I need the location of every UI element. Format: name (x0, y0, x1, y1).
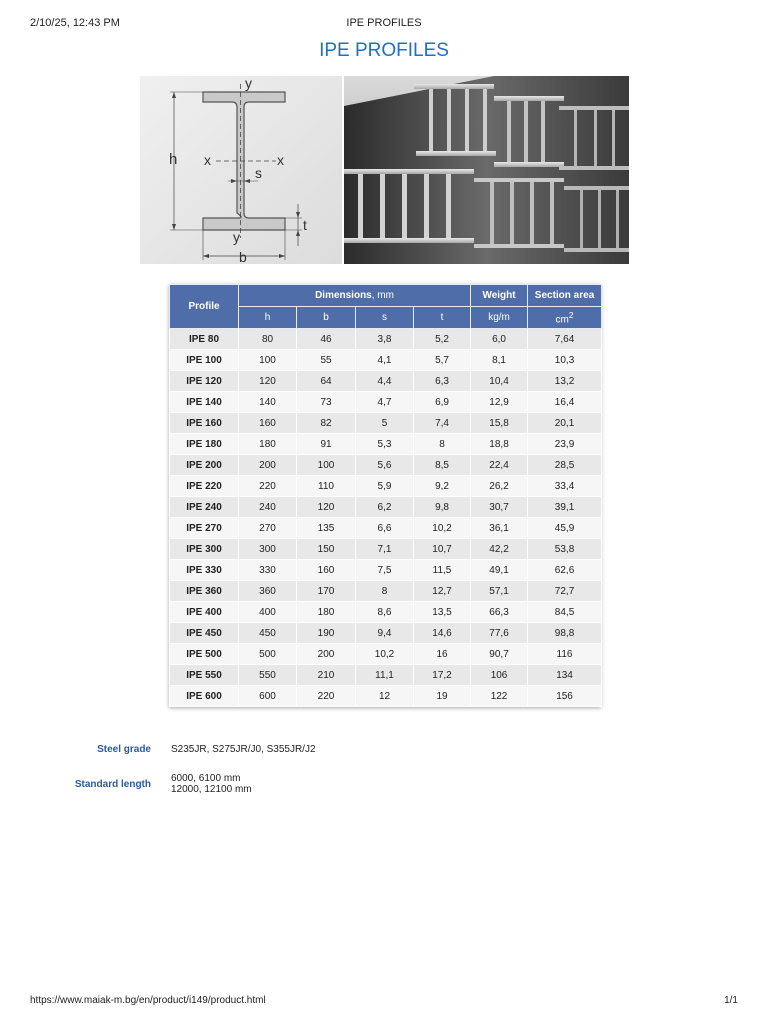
table-cell: 5,9 (356, 476, 414, 497)
table-cell: 135 (297, 518, 356, 539)
table-cell: 90,7 (471, 644, 528, 665)
table-cell: 220 (239, 476, 297, 497)
table-cell: 23,9 (528, 434, 602, 455)
col-header-dimensions (239, 285, 471, 307)
table-row (170, 413, 602, 434)
table-cell: 9,4 (356, 623, 414, 644)
table-cell: 98,8 (528, 623, 602, 644)
steel-beams-illustration (344, 76, 629, 264)
ipe-cross-section-svg (140, 76, 342, 264)
standard-length-label: Standard length (74, 779, 151, 790)
table-cell: 12 (356, 686, 414, 707)
table-cell: 450 (239, 623, 297, 644)
steel-grade-value: S235JR, S275JR/J0, S355JR/J2 (171, 744, 316, 755)
table-cell: 210 (297, 665, 356, 686)
label-y-bottom: y (233, 229, 240, 245)
table-cell: 7,4 (414, 413, 471, 434)
table-cell: 160 (297, 560, 356, 581)
table-cell: 16 (414, 644, 471, 665)
profile-name-cell: IPE 80 (170, 329, 239, 350)
table-cell: 300 (239, 539, 297, 560)
table-cell: 62,6 (528, 560, 602, 581)
profile-name-cell: IPE 600 (170, 686, 239, 707)
table-cell: 9,2 (414, 476, 471, 497)
table-cell: 4,1 (356, 350, 414, 371)
ipe-profile-table (169, 284, 601, 707)
table-row (170, 518, 602, 539)
col-header-s: s (356, 307, 414, 329)
print-datetime: 2/10/25, 12:43 PM (30, 17, 120, 29)
table-cell: 5,3 (356, 434, 414, 455)
table-cell: 270 (239, 518, 297, 539)
table-cell: 180 (239, 434, 297, 455)
table-cell: 150 (297, 539, 356, 560)
table-cell: 116 (528, 644, 602, 665)
col-header-t: t (414, 307, 471, 329)
table-cell: 64 (297, 371, 356, 392)
table-cell: 28,5 (528, 455, 602, 476)
table-cell: 120 (239, 371, 297, 392)
table-cell: 36,1 (471, 518, 528, 539)
standard-length-value (171, 773, 252, 795)
table-cell: 10,7 (414, 539, 471, 560)
profile-name-cell: IPE 550 (170, 665, 239, 686)
table-row (170, 686, 602, 707)
profile-name-cell: IPE 270 (170, 518, 239, 539)
table-cell: 10,2 (414, 518, 471, 539)
table-cell: 200 (239, 455, 297, 476)
table-row (170, 329, 602, 350)
table-cell: 7,1 (356, 539, 414, 560)
table-cell: 240 (239, 497, 297, 518)
area-unit-exp: 2 (568, 309, 574, 320)
table-cell: 4,4 (356, 371, 414, 392)
table-cell: 15,8 (471, 413, 528, 434)
profile-name-cell: IPE 140 (170, 392, 239, 413)
table-cell: 42,2 (471, 539, 528, 560)
table-cell: 11,1 (356, 665, 414, 686)
table-row (170, 644, 602, 665)
col-header-weight-unit: kg/m (471, 307, 528, 329)
table-cell: 8,5 (414, 455, 471, 476)
table-cell: 5,7 (414, 350, 471, 371)
dimensions-label: Dimensions (315, 290, 372, 301)
table-row (170, 539, 602, 560)
table-cell: 49,1 (471, 560, 528, 581)
table-cell: 5 (356, 413, 414, 434)
table-cell: 22,4 (471, 455, 528, 476)
table-cell: 600 (239, 686, 297, 707)
table-row (170, 560, 602, 581)
profile-name-cell: IPE 450 (170, 623, 239, 644)
table-cell: 45,9 (528, 518, 602, 539)
table-cell: 156 (528, 686, 602, 707)
profile-table (169, 284, 602, 707)
table-cell: 6,2 (356, 497, 414, 518)
steel-grade-label: Steel grade (97, 744, 151, 755)
col-header-area-unit (528, 307, 602, 329)
table-cell: 170 (297, 581, 356, 602)
table-cell: 72,7 (528, 581, 602, 602)
table-cell: 4,7 (356, 392, 414, 413)
table-cell: 12,7 (414, 581, 471, 602)
table-cell: 6,3 (414, 371, 471, 392)
table-cell: 73 (297, 392, 356, 413)
table-cell: 360 (239, 581, 297, 602)
standard-length-line-2: 12000, 12100 mm (171, 784, 252, 795)
profile-name-cell: IPE 300 (170, 539, 239, 560)
table-cell: 100 (239, 350, 297, 371)
table-cell: 30,7 (471, 497, 528, 518)
table-cell: 3,8 (356, 329, 414, 350)
table-cell: 500 (239, 644, 297, 665)
col-header-section-area: Section area (528, 285, 602, 307)
table-cell: 400 (239, 602, 297, 623)
table-cell: 5,6 (356, 455, 414, 476)
profile-name-cell: IPE 180 (170, 434, 239, 455)
table-cell: 134 (528, 665, 602, 686)
table-row (170, 371, 602, 392)
table-cell: 16,4 (528, 392, 602, 413)
table-cell: 100 (297, 455, 356, 476)
label-y-top: y (245, 76, 252, 91)
table-cell: 106 (471, 665, 528, 686)
label-t: t (303, 217, 307, 233)
table-cell: 122 (471, 686, 528, 707)
table-cell: 19 (414, 686, 471, 707)
table-cell: 550 (239, 665, 297, 686)
table-cell: 8 (414, 434, 471, 455)
page-title: IPE PROFILES (319, 40, 449, 61)
label-x-left: x (204, 152, 211, 168)
table-row (170, 350, 602, 371)
print-doc-title: IPE PROFILES (346, 17, 422, 29)
table-row (170, 476, 602, 497)
table-row (170, 455, 602, 476)
table-cell: 200 (297, 644, 356, 665)
table-cell: 8,6 (356, 602, 414, 623)
col-header-h: h (239, 307, 297, 329)
label-b: b (239, 249, 247, 264)
col-header-b: b (297, 307, 356, 329)
dimensions-unit: , mm (371, 290, 394, 301)
table-cell: 8,1 (471, 350, 528, 371)
table-cell: 46 (297, 329, 356, 350)
profile-name-cell: IPE 500 (170, 644, 239, 665)
print-page-number: 1/1 (724, 995, 738, 1006)
profile-name-cell: IPE 330 (170, 560, 239, 581)
table-cell: 26,2 (471, 476, 528, 497)
area-unit-base: cm (555, 314, 569, 326)
table-cell: 14,6 (414, 623, 471, 644)
profile-name-cell: IPE 360 (170, 581, 239, 602)
ipe-cross-section-diagram (140, 76, 342, 264)
table-cell: 82 (297, 413, 356, 434)
table-cell: 5,2 (414, 329, 471, 350)
profile-name-cell: IPE 200 (170, 455, 239, 476)
table-cell: 110 (297, 476, 356, 497)
table-cell: 7,64 (528, 329, 602, 350)
table-cell: 6,6 (356, 518, 414, 539)
table-cell: 140 (239, 392, 297, 413)
table-cell: 18,8 (471, 434, 528, 455)
table-cell: 57,1 (471, 581, 528, 602)
table-row (170, 602, 602, 623)
profile-name-cell: IPE 160 (170, 413, 239, 434)
steel-beams-photo (344, 76, 629, 264)
table-row (170, 434, 602, 455)
label-s: s (255, 165, 262, 181)
table-cell: 17,2 (414, 665, 471, 686)
table-cell: 160 (239, 413, 297, 434)
table-cell: 13,5 (414, 602, 471, 623)
table-cell: 120 (297, 497, 356, 518)
table-cell: 10,4 (471, 371, 528, 392)
table-cell: 80 (239, 329, 297, 350)
table-cell: 55 (297, 350, 356, 371)
table-cell: 20,1 (528, 413, 602, 434)
table-row (170, 497, 602, 518)
profile-name-cell: IPE 240 (170, 497, 239, 518)
table-cell: 330 (239, 560, 297, 581)
table-cell: 8 (356, 581, 414, 602)
col-header-weight: Weight (471, 285, 528, 307)
table-cell: 77,6 (471, 623, 528, 644)
table-cell: 180 (297, 602, 356, 623)
table-cell: 7,5 (356, 560, 414, 581)
table-row (170, 581, 602, 602)
table-cell: 10,3 (528, 350, 602, 371)
print-url: https://www.maiak-m.bg/en/product/i149/product.html (30, 995, 266, 1006)
table-cell: 91 (297, 434, 356, 455)
table-cell: 190 (297, 623, 356, 644)
table-cell: 11,5 (414, 560, 471, 581)
table-row (170, 623, 602, 644)
profile-name-cell: IPE 120 (170, 371, 239, 392)
table-row (170, 392, 602, 413)
table-cell: 6,0 (471, 329, 528, 350)
table-cell: 53,8 (528, 539, 602, 560)
label-h: h (169, 151, 178, 168)
table-cell: 12,9 (471, 392, 528, 413)
table-cell: 39,1 (528, 497, 602, 518)
table-cell: 66,3 (471, 602, 528, 623)
label-x-right: x (277, 152, 284, 168)
table-cell: 84,5 (528, 602, 602, 623)
profile-name-cell: IPE 400 (170, 602, 239, 623)
table-cell: 13,2 (528, 371, 602, 392)
table-cell: 6,9 (414, 392, 471, 413)
table-row (170, 665, 602, 686)
print-header (30, 17, 738, 31)
table-cell: 9,8 (414, 497, 471, 518)
table-cell: 220 (297, 686, 356, 707)
table-cell: 10,2 (356, 644, 414, 665)
table-cell: 33,4 (528, 476, 602, 497)
print-footer (30, 995, 738, 1009)
profile-name-cell: IPE 100 (170, 350, 239, 371)
col-header-profile: Profile (170, 285, 239, 329)
profile-name-cell: IPE 220 (170, 476, 239, 497)
standard-length-line-1: 6000, 6100 mm (171, 773, 241, 784)
table-body (170, 329, 602, 707)
